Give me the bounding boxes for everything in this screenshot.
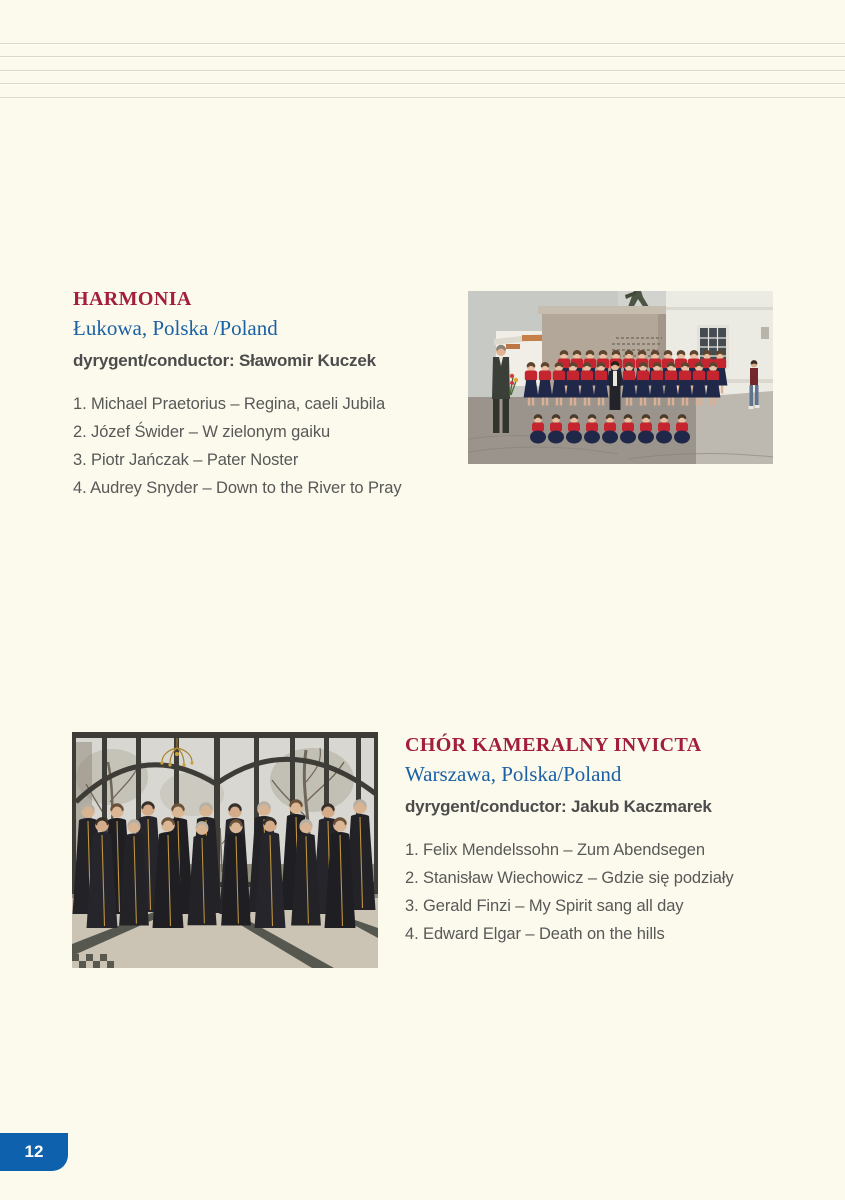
choir-location: Łukowa, Polska /Poland [73, 316, 278, 340]
conductor-line: dyrygent/conductor: Sławomir Kuczek [73, 351, 376, 370]
choir-photo-invicta-graphic [72, 732, 378, 968]
entry-text-invicta [405, 733, 825, 948]
repertoire-list [405, 836, 825, 948]
entry-text-harmonia [73, 287, 468, 502]
choir-front-row [530, 414, 690, 443]
repertoire-item: 1. Michael Praetorius – Regina, caeli Jubila [73, 395, 386, 413]
repertoire-item: 1. Felix Mendelssohn – Zum Abendsegen [405, 841, 705, 859]
repertoire-item: 2. Józef Świder – W zielonym gaiku [73, 423, 331, 441]
choir-photo-harmonia [468, 291, 773, 464]
choir-name: CHÓR KAMERALNY INVICTA [405, 734, 702, 756]
repertoire-item: 2. Stanisław Wiechowicz – Gdzie się podziały [405, 869, 734, 887]
page-number-text: 12 [24, 1142, 44, 1161]
repertoire-item: 3. Piotr Jańczak – Pater Noster [73, 451, 299, 469]
staff-line [0, 43, 845, 45]
repertoire-list [73, 390, 468, 502]
conductor-line: dyrygent/conductor: Jakub Kaczmarek [405, 797, 712, 816]
staff-line [0, 83, 845, 85]
staff-line [0, 70, 845, 72]
staff-line [0, 56, 845, 58]
repertoire-item: 3. Gerald Finzi – My Spirit sang all day [405, 897, 684, 915]
choir-photo-harmonia-graphic [468, 291, 773, 464]
staff-line [0, 97, 845, 99]
choir-name: HARMONIA [73, 288, 192, 310]
repertoire-item: 4. Audrey Snyder – Down to the River to Pray [73, 479, 402, 497]
choir-photo-invicta [72, 732, 378, 968]
choir-location: Warszawa, Polska/Poland [405, 762, 622, 786]
page-number-badge [0, 1133, 68, 1171]
repertoire-item: 4. Edward Elgar – Death on the hills [405, 925, 665, 943]
